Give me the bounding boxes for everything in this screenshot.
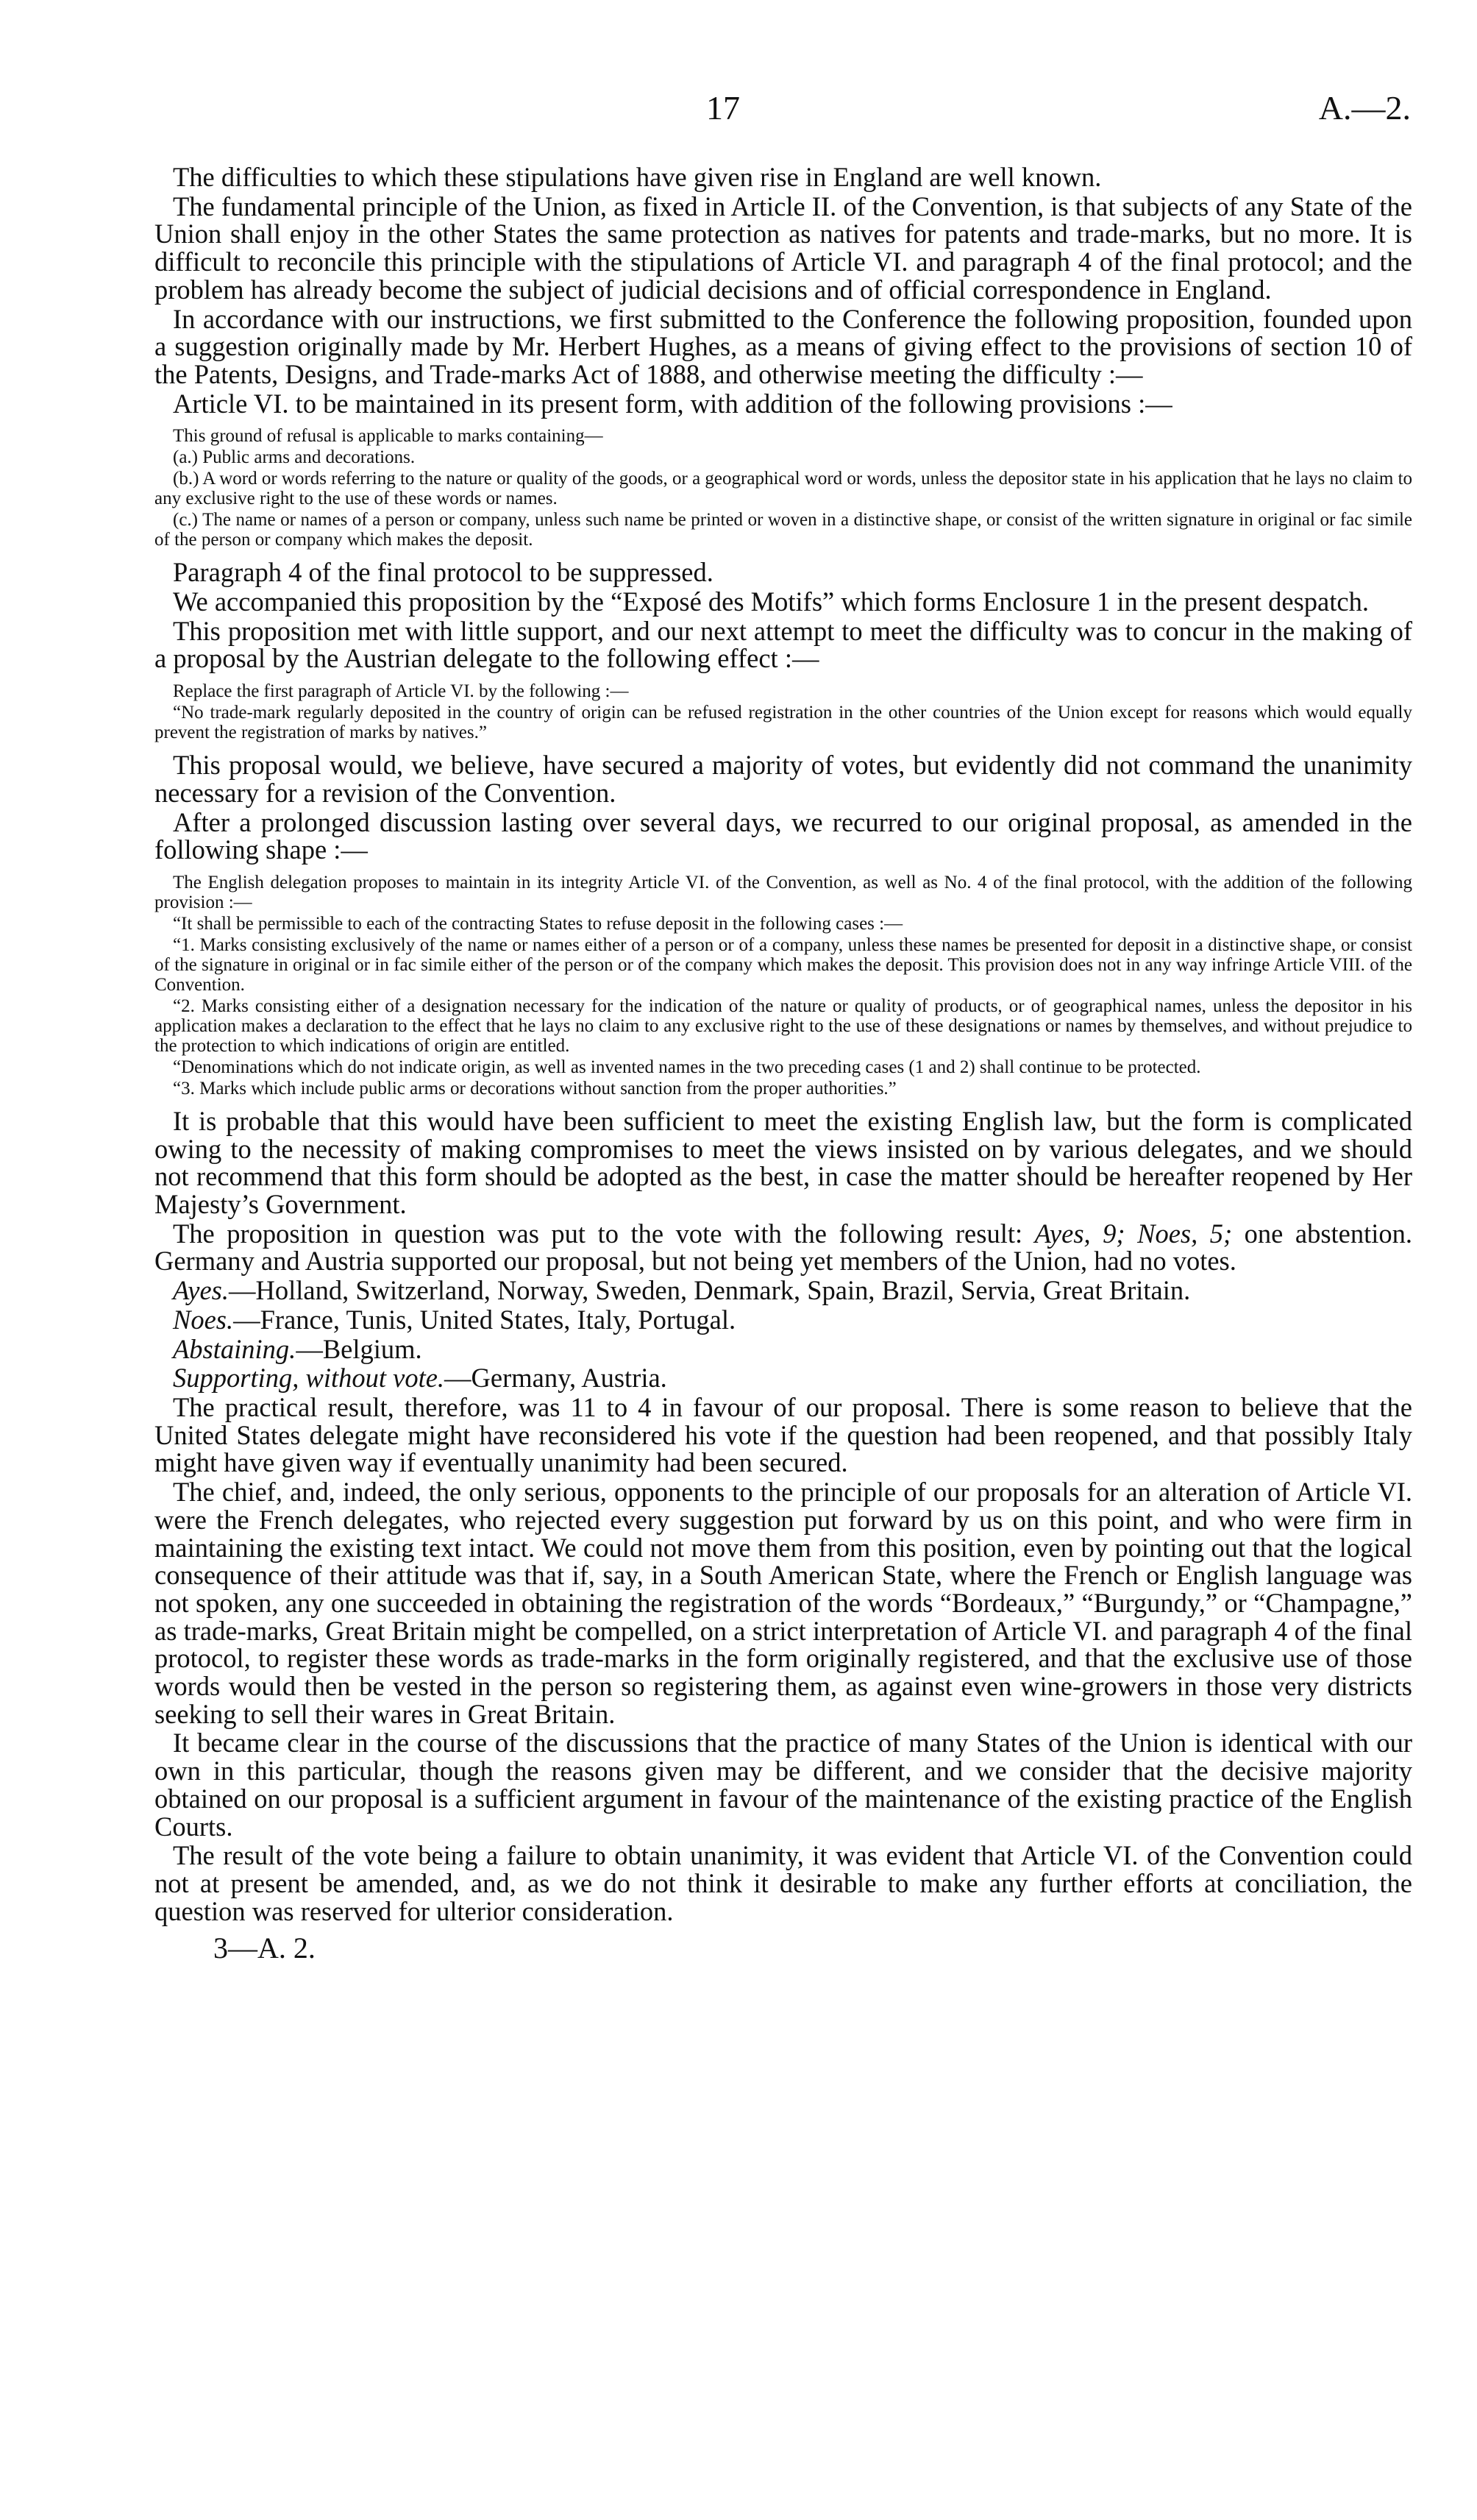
sheet-signature: 3—A. 2. — [213, 1931, 316, 1965]
noes-label: Noes. — [173, 1304, 234, 1335]
quote-line: “1. Marks consisting exclusively of the name or names either of a person or of a company, unless these names be presented for deposit in a distinctive shape, or consist of the signature in original or in fac simile either of the person or of the company which makes the deposit. This provision does not in any way infringe Article VIII. of the Convention. — [154, 934, 1412, 995]
paragraph: The practical result, therefore, was 11 to 4 in favour of our proposal. There is some reason to believe that the United States delegate might have reconsidered his vote if the question had been reopened, and that possibly Italy might have given way if eventually unanimity had been secured. — [154, 1391, 1412, 1478]
quote-line: “It shall be permissible to each of the contracting States to refuse deposit in the following cases :— — [173, 913, 903, 934]
abstaining-line — [154, 1335, 1412, 1363]
supporting-list: —Germany, Austria. — [444, 1363, 667, 1394]
paragraph: It is probable that this would have been sufficient to meet the existing English law, but the form is complicated owing to the necessity of making compromises to meet the views insisted on by various delegates, and we should not recommend that this form should be adopted as the best, in case the matter should be hereafter reopened by Her Majesty’s Government. — [154, 1105, 1412, 1220]
vote-intro: The proposition in question was put to the vote with the following result: — [173, 1218, 1023, 1249]
document-body — [154, 163, 1412, 1965]
ayes-count: Ayes, 9; — [1034, 1218, 1125, 1249]
paragraph: After a prolonged discussion lasting over several days, we recurred to our original proposal, as amended in the following shape :— — [154, 806, 1412, 865]
quoted-provisions-2 — [154, 681, 1412, 742]
noes-count: Noes, 5; — [1137, 1218, 1233, 1249]
noes-line — [154, 1306, 1412, 1334]
paragraph: This proposal would, we believe, have secured a majority of votes, but evidently did not command the unanimity necessary for a revision of the Convention. — [154, 750, 1412, 808]
paragraph: The chief, and, indeed, the only serious, opponents to the principle of our proposals for an alteration of Article VI. were the French delegates, who rejected every suggestion put forward by us on this point, and who were firm in maintaining the existing text intact. We could not move them from this position, even by pointing out that the logical consequence of their attitude was that if, say, in a South American State, where the French or English language was not spoken, any one succeeded in obtaining the registration of the words “Bordeaux,” “Burgundy,” or “Champagne,” as trade-marks, Great Britain might be compelled, on a strict interpretation of Article VI. and paragraph 4 of the final protocol, to register these words as trade-marks in the form originally registered, and that the exclusive use of those words would then be vested in the person so registering them, as against even wine-growers in those very districts seeking to sell their wares in Great Britain. — [154, 1477, 1412, 1729]
quote-line: (a.) Public arms and decorations. — [173, 447, 416, 468]
ayes-list: —Holland, Switzerland, Norway, Sweden, Denmark, Spain, Brazil, Servia, Great Britain. — [229, 1275, 1191, 1306]
quote-line: (c.) The name or names of a person or company, unless such name be printed or woven in a distinctive shape, or consist of the written signature in original or fac simile of the person or company which makes the deposit. — [154, 510, 1412, 550]
quoted-provisions-1 — [154, 426, 1412, 550]
paragraph: This proposition met with little support, and our next attempt to meet the difficulty was to concur in the making of a proposal by the Austrian delegate to the following effect :— — [154, 615, 1412, 674]
quote-line: “3. Marks which include public arms or decorations without sanction from the proper authorities.” — [173, 1078, 897, 1098]
paragraph: In accordance with our instructions, we first submitted to the Conference the following proposition, founded upon a suggestion originally made by Mr. Herbert Hughes, as a means of giving effect to the provisions of section 10 of the Patents, Designs, and Trade-marks Act of 1888, and otherwise meeting the difficulty :— — [154, 303, 1412, 389]
quote-line: “Denominations which do not indicate origin, as well as invented names in the two preceding cases (1 and 2) shall continue to be protected. — [173, 1057, 1201, 1077]
noes-list: —France, Tunis, United States, Italy, Portugal. — [233, 1304, 736, 1335]
ayes-line — [154, 1277, 1412, 1305]
vote-tail: one abstention. Germany and Austria supported our proposal, but not being yet members of the Union, had no votes. — [154, 1218, 1413, 1277]
paragraph: The difficulties to which these stipulations have given rise in England are well known. — [173, 162, 1102, 192]
paragraph: The fundamental principle of the Union, as fixed in Article II. of the Convention, is that subjects of any State of the Union shall enjoy in the other States the same protection as natives for patents and trade-marks, but no more. It is difficult to reconcile this principle with the stipulations of Article VI. and paragraph 4 of the final protocol; and the problem has already become the subject of judicial decisions and of official correspondence in England. — [154, 191, 1412, 305]
abstaining-list: —Belgium. — [296, 1333, 422, 1364]
paragraph: Article VI. to be maintained in its present form, with addition of the following provisions :— — [173, 388, 1172, 419]
paragraph: The result of the vote being a failure to obtain unanimity, it was evident that Article VI. of the Convention could not at present be amended, and, as we do not think it desirable to make any further efforts at conciliation, the question was reserved for ulterior consideration. — [154, 1840, 1412, 1926]
ayes-label: Ayes. — [173, 1275, 229, 1306]
quote-line: “No trade-mark regularly deposited in the country of origin can be refused registration in the other countries of the Union except for reasons which would equally prevent the registration of marks by natives.” — [154, 703, 1412, 743]
page-number: 17 — [706, 89, 740, 127]
document-reference: A.—2. — [1318, 89, 1411, 127]
quote-line: (b.) A word or words referring to the nature or quality of the goods, or a geographical word or words, unless the depositor state in his application that he lays no claim to any exclusive right to the use of these words or names. — [154, 469, 1413, 509]
quote-line: The English delegation proposes to maintain in its integrity Article VI. of the Convention, as well as No. 4 of the final protocol, with the addition of the following provision :— — [154, 872, 1412, 912]
supporting-label: Supporting, without vote. — [173, 1363, 445, 1394]
quoted-provisions-3 — [154, 873, 1412, 1098]
paragraph: We accompanied this proposition by the “Exposé des Motifs” which forms Enclosure 1 in the present despatch. — [173, 586, 1369, 617]
quote-line: This ground of refusal is applicable to marks containing— — [173, 426, 603, 447]
vote-result-paragraph — [154, 1220, 1412, 1275]
supporting-line — [154, 1364, 1412, 1392]
quote-line: Replace the first paragraph of Article VI. by the following :— — [173, 681, 629, 702]
abstaining-label: Abstaining. — [173, 1333, 296, 1364]
paragraph: Paragraph 4 of the final protocol to be suppressed. — [173, 557, 713, 588]
quote-line: “2. Marks consisting either of a designation necessary for the indication of the nature or quality of products, or of geographical names, unless the depositor in his application makes a declaration to the effect that he lays no claim to any exclusive right to the use of these designations or names by themselves, and without prejudice to the protection to which indications of origin are entitled. — [154, 995, 1412, 1056]
paragraph: It became clear in the course of the discussions that the practice of many States of the Union is identical with our own in this particular, though the reasons given may be different, and we consider that the decisive majority obtained on our proposal is a sufficient argument in favour of the maintenance of the existing practice of the English Courts. — [154, 1728, 1412, 1842]
